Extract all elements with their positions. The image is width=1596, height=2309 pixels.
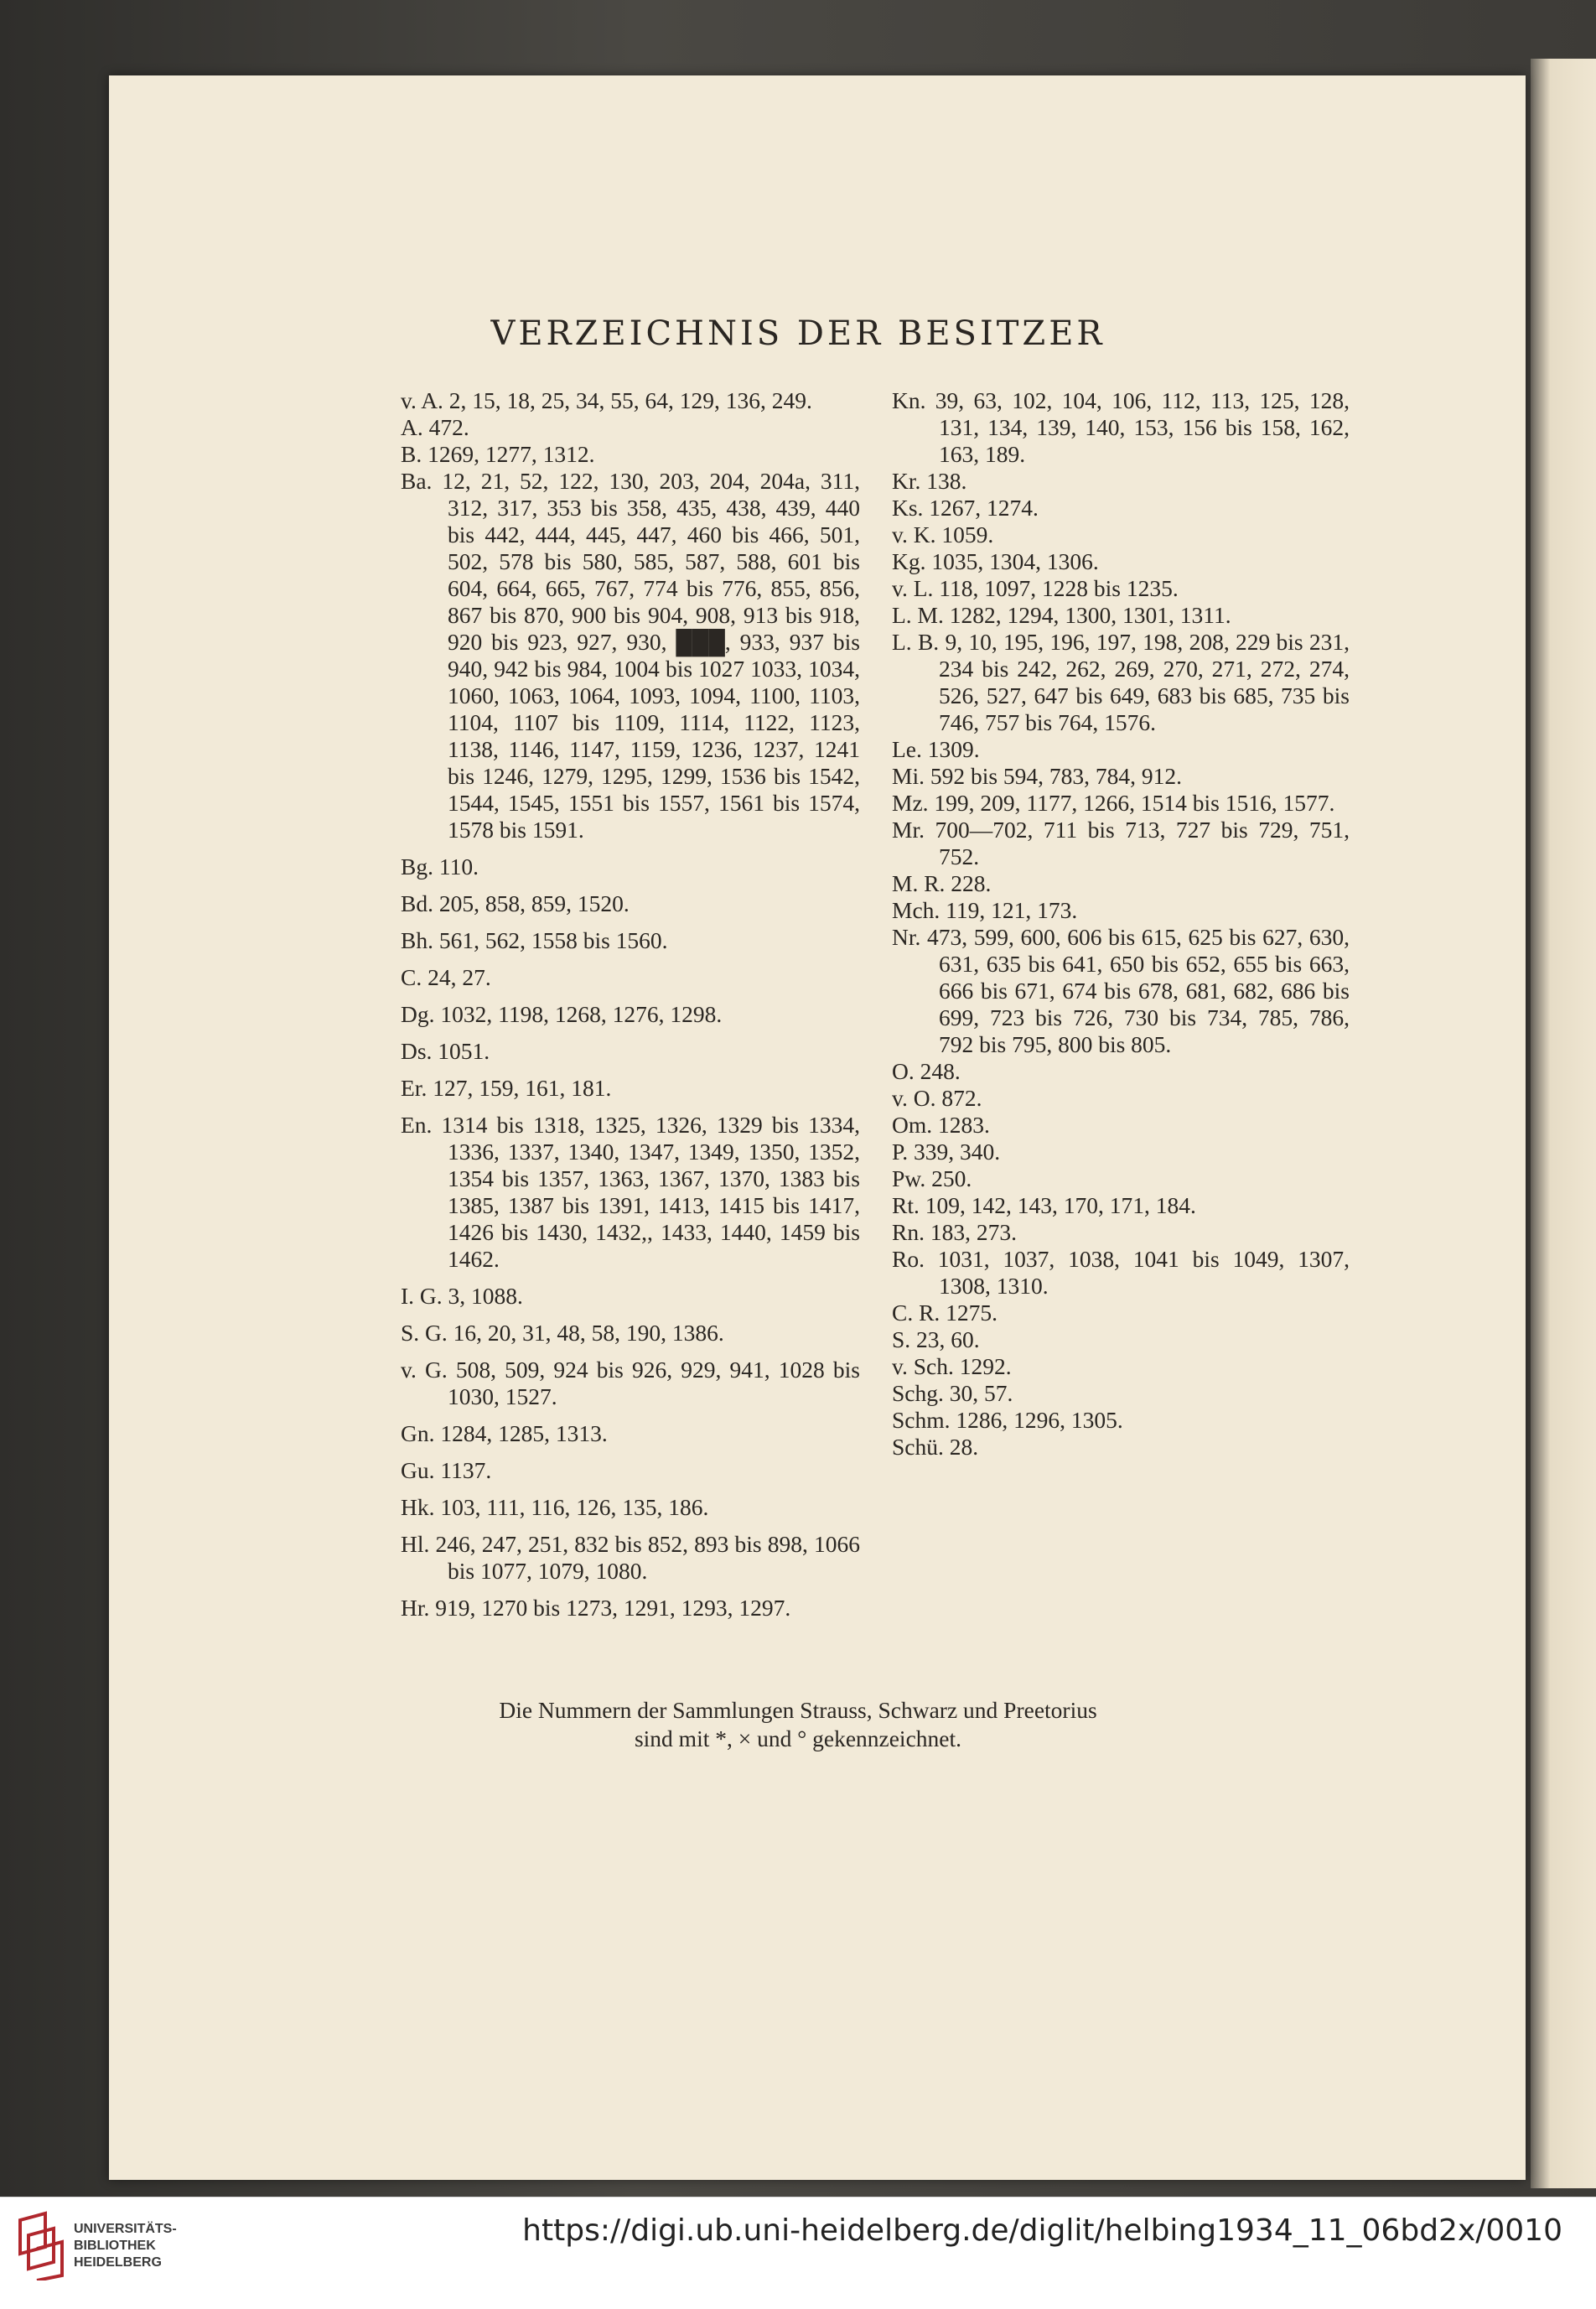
- index-entry: Ba. 12, 21, 52, 122, 130, 203, 204, 204a, 311, 312, 317, 353 bis 358, 435, 438, 439, 440 bis 442, 444, 445, 447, 460 bis 466, 501, 502, 578 bis 580, 585, 587, 588, 601 bis 604, 664, 665, 767, 774 bis 776, 855, 856, 867 bis 870, 900 bis 904, 908, 913 bis 918, 920 bis 923, 927, 930, ███, 933, 937 bis 940, 942 bis 984, 1004 bis 1027 1033, 1034, 1060, 1063, 1064, 1093, 1094, 1100, 1103, 1104, 1107 bis 1109, 1114, 1122, 1123, 1138, 1146, 1147, 1159, 1236, 1237, 1241 bis 1246, 1279, 1295, 1299, 1536 bis 1542, 1544, 1545, 1551 bis 1557, 1561 bis 1574, 1578 bis 1591.: [401, 468, 860, 843]
- owner-index-right-column: [892, 387, 1350, 1461]
- index-entry: P. 339, 340.: [892, 1139, 1001, 1165]
- index-entry: v. L. 118, 1097, 1228 bis 1235.: [892, 575, 1179, 601]
- index-entry: Mch. 119, 121, 173.: [892, 897, 1078, 923]
- index-entry: Rt. 109, 142, 143, 170, 171, 184.: [892, 1192, 1196, 1218]
- library-name-line: HEIDELBERG: [74, 2255, 162, 2270]
- index-entry: Hk. 103, 111, 116, 126, 135, 186.: [401, 1494, 709, 1520]
- index-entry: Dg. 1032, 1198, 1268, 1276, 1298.: [401, 1001, 723, 1027]
- index-entry: Ro. 1031, 1037, 1038, 1041 bis 1049, 1307, 1308, 1310.: [892, 1246, 1350, 1299]
- index-entry: Nr. 473, 599, 600, 606 bis 615, 625 bis 627, 630, 631, 635 bis 641, 650 bis 652, 655 bis 663, 666 bis 671, 674 bis 678, 681, 682, 686 bis 699, 723 bis 726, 730 bis 734, 785, 786, 792 bis 795, 800 bis 805.: [892, 924, 1350, 1057]
- index-entry: Rn. 183, 273.: [892, 1219, 1017, 1245]
- index-entry: Mz. 199, 209, 1177, 1266, 1514 bis 1516, 1577.: [892, 790, 1335, 816]
- index-entry: B. 1269, 1277, 1312.: [401, 441, 595, 467]
- index-entry: Om. 1283.: [892, 1112, 990, 1138]
- index-entry: Hr. 919, 1270 bis 1273, 1291, 1293, 1297.: [401, 1595, 791, 1621]
- library-name-line: BIBLIOTHEK: [74, 2239, 156, 2253]
- index-entry: Pw. 250.: [892, 1165, 972, 1191]
- index-entry: Bg. 110.: [401, 854, 479, 879]
- index-entry: Schm. 1286, 1296, 1305.: [892, 1407, 1123, 1433]
- index-entry: v. K. 1059.: [892, 521, 994, 547]
- library-logo-icon: [15, 2210, 69, 2280]
- index-entry: Bd. 205, 858, 859, 1520.: [401, 890, 630, 916]
- index-entry: Mi. 592 bis 594, 783, 784, 912.: [892, 763, 1183, 789]
- index-entry: L. M. 1282, 1294, 1300, 1301, 1311.: [892, 602, 1231, 628]
- index-entry: Gu. 1137.: [401, 1457, 492, 1483]
- index-entry: Schü. 28.: [892, 1434, 979, 1460]
- index-entry: Kr. 138.: [892, 468, 967, 494]
- index-entry: Gn. 1284, 1285, 1313.: [401, 1420, 608, 1446]
- index-entry: A. 472.: [401, 414, 469, 440]
- index-entry: Bh. 561, 562, 1558 bis 1560.: [401, 927, 668, 953]
- index-entry: O. 248.: [892, 1058, 961, 1084]
- index-entry: C. 24, 27.: [401, 964, 491, 990]
- index-entry: S. 23, 60.: [892, 1326, 980, 1352]
- note-line: Die Nummern der Sammlungen Strauss, Schwarz und Preetorius: [499, 1697, 1097, 1723]
- library-name-line: UNIVERSITÄTS-: [74, 2222, 177, 2236]
- adjacent-page-edge: [1531, 59, 1596, 2188]
- index-entry: M. R. 228.: [892, 870, 992, 896]
- index-entry: v. O. 872.: [892, 1085, 982, 1111]
- index-entry: v. Sch. 1292.: [892, 1353, 1012, 1379]
- owner-index-left-column: [401, 387, 860, 1621]
- index-entry: C. R. 1275.: [892, 1300, 998, 1326]
- index-entry: Mr. 700—702, 711 bis 713, 727 bis 729, 751, 752.: [892, 817, 1350, 869]
- index-entry: v. G. 508, 509, 924 bis 926, 929, 941, 1028 bis 1030, 1527.: [401, 1357, 860, 1409]
- index-entry: Kg. 1035, 1304, 1306.: [892, 548, 1099, 574]
- index-entry: Schg. 30, 57.: [892, 1380, 1013, 1406]
- collection-marks-note: [0, 1696, 1596, 1753]
- index-entry: Kn. 39, 63, 102, 104, 106, 112, 113, 125, 128, 131, 134, 139, 140, 153, 156 bis 158, 162, 163, 189.: [892, 387, 1350, 467]
- index-entry: L. B. 9, 10, 195, 196, 197, 198, 208, 229 bis 231, 234 bis 242, 262, 269, 270, 271, 272, 274, 526, 527, 647 bis 649, 683 bis 685, 735 bis 746, 757 bis 764, 1576.: [892, 629, 1350, 735]
- index-entry: Er. 127, 159, 161, 181.: [401, 1075, 612, 1101]
- index-entry: Hl. 246, 247, 251, 832 bis 852, 893 bis 898, 1066 bis 1077, 1079, 1080.: [401, 1531, 860, 1584]
- index-entry: Le. 1309.: [892, 736, 980, 762]
- index-entry: I. G. 3, 1088.: [401, 1283, 523, 1309]
- index-entry: S. G. 16, 20, 31, 48, 58, 190, 1386.: [401, 1320, 724, 1346]
- page-title: VERZEICHNIS DER BESITZER: [490, 314, 1106, 353]
- permalink-url[interactable]: https://digi.ub.uni-heidelberg.de/diglit/helbing1934_11_06bd2x/0010: [522, 2213, 1562, 2248]
- index-entry: En. 1314 bis 1318, 1325, 1326, 1329 bis 1334, 1336, 1337, 1340, 1347, 1349, 1350, 1352, 1354 bis 1357, 1363, 1367, 1370, 1383 bis 1385, 1387 bis 1391, 1413, 1415 bis 1417, 1426 bis 1430, 1432,, 1433, 1440, 1459 bis 1462.: [401, 1112, 860, 1272]
- index-entry: Ks. 1267, 1274.: [892, 495, 1039, 521]
- library-name: [74, 2221, 177, 2271]
- note-line: sind mit *, × und ° gekennzeichnet.: [634, 1725, 962, 1751]
- index-entry: Ds. 1051.: [401, 1038, 490, 1064]
- index-entry: v. A. 2, 15, 18, 25, 34, 55, 64, 129, 136, 249.: [401, 387, 812, 413]
